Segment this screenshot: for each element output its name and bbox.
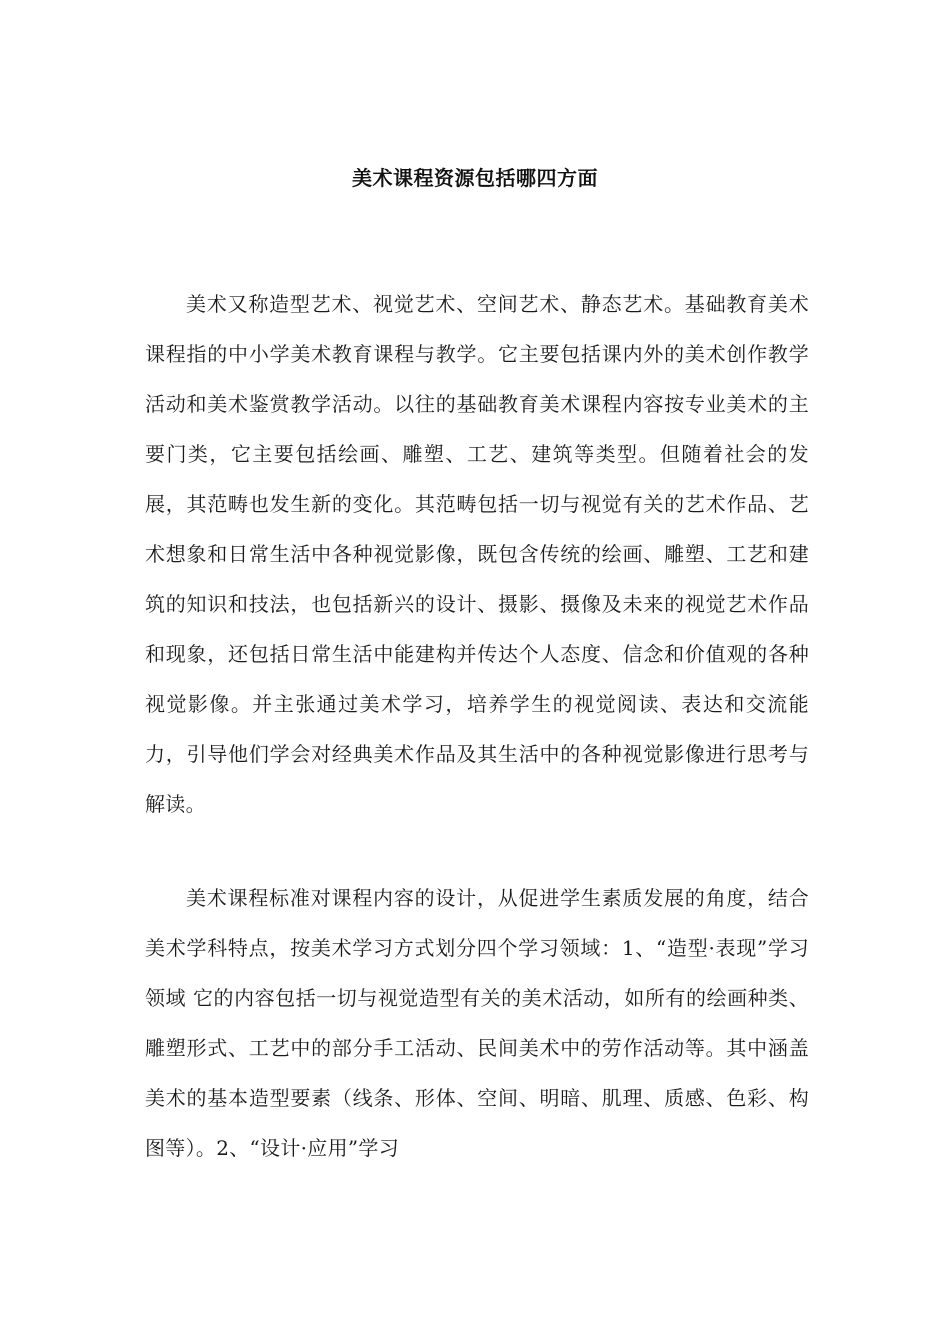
document-title: 美术课程资源包括哪四方面 [352, 166, 598, 190]
paragraph-2: 美术课程标准对课程内容的设计，从促进学生素质发展的角度，结合美术学科特点，按美术学习方式划分四个学习领域：1、“造型·表现”学习领域 它的内容包括一切与视觉造型有关的美术活动，如所有的绘画种类、雕塑形式、工艺中的部分手工活动、民间美术中的劳作活动等。其中涵盖美术的基本造型要素（线条、形体、空间、明暗、肌理、质感、色彩、构图等）。2、“设计·应用”学习 [145, 886, 809, 1160]
paragraph-1: 美术又称造型艺术、视觉艺术、空间艺术、静态艺术。基础教育美术课程指的中小学美术教育课程与教学。它主要包括课内外的美术创作教学活动和美术鉴赏教学活动。以往的基础教育美术课程内容按专业美术的主要门类，它主要包括绘画、雕塑、工艺、建筑等类型。但随着社会的发展，其范畴也发生新的变化。其范畴包括一切与视觉有关的艺术作品、艺术想象和日常生活中各种视觉影像，既包含传统的绘画、雕塑、工艺和建筑的知识和技法，也包括新兴的设计、摄影、摄像及未来的视觉艺术作品和现象，还包括日常生活中能建构并传达个人态度、信念和价值观的各种视觉影像。并主张通过美术学习，培养学生的视觉阅读、表达和交流能力，引导他们学会对经典美术作品及其生活中的各种视觉影像进行思考与解读。 [145, 292, 809, 816]
